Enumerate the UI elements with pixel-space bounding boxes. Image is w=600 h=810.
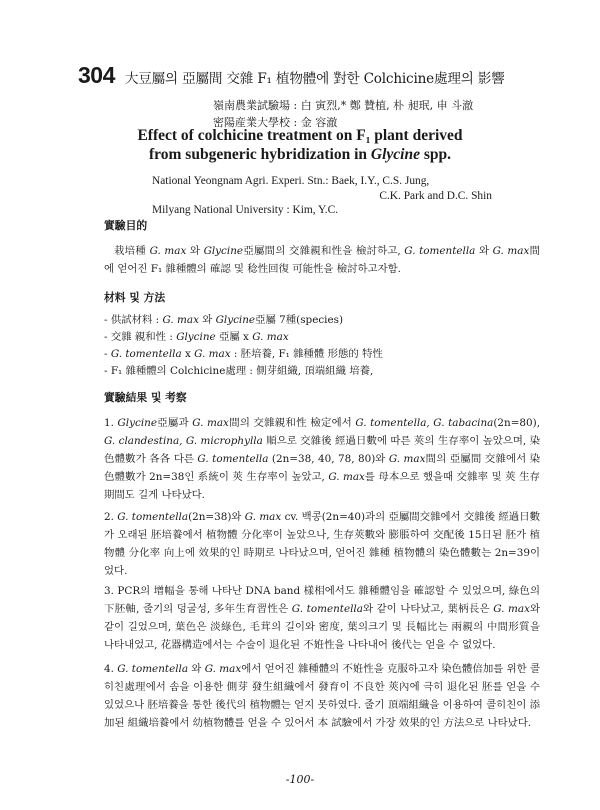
results-paragraph-3: [104, 582, 540, 654]
korean-title: 大豆屬의 亞屬間 交雜 F₁ 植物體에 對한 Colchicine處理의 影響: [124, 71, 505, 87]
text: 間의 亞屬間 交雜에서 染色體數가 2n=38인 系統이 莢 生存率이 높았고,: [104, 453, 540, 483]
affiliation-line: National Yeongnam Agri. Experi. Stn.: Baek, I.Y., C.S. Jung,: [152, 175, 430, 187]
paper-number: 304: [78, 62, 115, 88]
species-name: G. max: [493, 603, 530, 615]
text: 亞屬間의 交雜親和性을 檢討하고,: [243, 245, 405, 257]
methods-item: [104, 312, 540, 329]
text: 亞屬과: [156, 417, 193, 429]
text: (2n=38)와: [188, 511, 245, 523]
text: - 交雜 親和性 :: [104, 331, 177, 343]
section-heading-methods: 材料 및 方法: [104, 291, 166, 304]
text: 栽培種: [114, 245, 150, 257]
species-name: Glycine: [176, 331, 216, 343]
methods-item: [104, 329, 540, 346]
species-name: G. tomentella: [117, 663, 189, 675]
text: 3. PCR의 增幅을 통해 나타난 DNA band 樣相에서도 雜種體임을 確認할 수 있었으며, 綠色의 下胚軸, 줄기의 덩굴성, 多年生育習性은: [104, 585, 540, 615]
objective-paragraph: [104, 242, 540, 278]
species-name: Glycine: [203, 245, 244, 257]
text: 와: [186, 245, 204, 257]
text: 間의 交雜親和性 檢定에서: [228, 417, 356, 429]
text: 와: [475, 245, 493, 257]
title-genus: Glycine: [370, 145, 420, 163]
text: 와: [198, 314, 216, 326]
text: : 胚培養, F₁ 雜種體 形態的 特性: [230, 348, 383, 360]
species-name: G. max: [244, 511, 282, 523]
text: 亞屬 x: [215, 331, 253, 343]
korean-authors-line: 嶺南農業試驗場 : 白 寅烈,* 鄭 贊植, 朴 昶珉, 申 斗澈: [213, 99, 474, 112]
text: 間에 얻어진 F₁ 雜種體의 確認 및 稔性回復 可能性을 檢討하고자함.: [104, 245, 540, 275]
species-name: G. tomentella: [404, 245, 476, 257]
species-name: G. max: [149, 245, 187, 257]
english-affiliations: [152, 174, 492, 218]
text: 順으로 交雜後 經過日數에 따른 莢의 生存率이 높았으며, 染色體數가 各各 다른: [104, 435, 540, 465]
text: 2.: [104, 511, 118, 523]
title-row: [78, 62, 538, 89]
section-heading-objective: 實驗目的: [104, 219, 148, 232]
affiliation-line: C.K. Park and D.C. Shin: [379, 189, 492, 202]
text: - 供試材料 :: [104, 314, 163, 326]
species-name: G. max: [388, 453, 426, 465]
species-name: G. tomentella: [110, 348, 182, 360]
species-name: G. tomentella: [117, 511, 189, 523]
species-name: G. max: [192, 417, 229, 429]
text: -: [104, 348, 111, 360]
results-paragraph-1: [104, 414, 540, 504]
text: 亞屬 7種(species): [255, 314, 344, 326]
text: (2n=38, 40, 78, 80)와: [268, 453, 389, 465]
text: - F₁ 雜種體의 Colchicine處理 : 側芽組織, 頂端組織 培養,: [104, 365, 374, 377]
korean-authors-line: 密陽産業大學校 : 金 容澈: [213, 116, 338, 129]
methods-item: [104, 346, 540, 363]
title-text: from subgeneric hybridization in: [149, 145, 371, 163]
species-name: G. max: [492, 245, 530, 257]
text: x: [181, 348, 195, 360]
species-name: G. tomentella: [197, 453, 269, 465]
methods-item: [104, 363, 540, 380]
species-name: Glycine: [117, 417, 157, 429]
text: 와 같이 길었으며, 葉色은 淡綠色, 毛茸의 길이와 密度, 葉의크기 및 長幅比는 兩親의 中間形質을 나타내었고, 花器構造에서는 수술이 退化된 不姙性을 나타내어 後代는 얻을 수 없었다.: [104, 603, 541, 651]
text: 에서 얻어진 雜種體의 不姙性을 克服하고자 染色體倍加를 위한 콜히친處理에서 솜을 이용한 側芽 發生組織에서 發育이 不良한 莢內에 극히 退化된 胚를 얻을 수 있었으나 胚培養을 통한 後代의 植物體는 얻지 못하였다. 줄기 頂端組織을 이용하여 콜히친이 添加된 組織培養에서 幼植物體를 얻을 수 있어서 本 試驗에서 가장 效果的인 方法으로 나타났다.: [104, 663, 541, 729]
results-paragraph-2: [104, 508, 540, 580]
species-name: G. max: [252, 331, 289, 343]
text: cv. 백콩(2n=40)과의 亞屬間交雜에서 交雜後 經過日數가 오래된 胚培養에서 植物體 分化率이 높았으나, 生存莢數와 膨脹하여 交配後 15日된 胚가 植物體 分化率 向上에 效果的인 時期로 나타났으며, 얻어진 雜種 植物體의 染色體數는 2n=39이었다.: [104, 511, 540, 577]
english-title: [0, 127, 600, 164]
affiliation-line: Milyang National University : Kim, Y.C.: [152, 204, 339, 216]
species-name: G. max: [194, 348, 231, 360]
species-name: G. tomentella, G. tabacina: [355, 417, 494, 429]
species-name: Glycine: [215, 314, 256, 326]
text: 와 같이 나타났고, 葉柄長은: [362, 603, 494, 615]
text: 1.: [104, 417, 118, 429]
results-paragraph-4: [104, 660, 540, 732]
section-heading-results: 實驗結果 및 考察: [104, 391, 187, 404]
text: 를 母本으로 했을때 交雜率 및 莢 生存期間도 길게 나타났다.: [104, 471, 540, 501]
species-name: G. tomentella: [291, 603, 363, 615]
english-title-line: Effect of colchicine treatment on F₁ plant derived: [137, 127, 463, 144]
korean-authors: [213, 97, 473, 131]
english-title-line: [0, 146, 600, 165]
text: 4.: [104, 663, 118, 675]
species-name: G. max: [204, 663, 242, 675]
text: (2n=80),: [493, 417, 541, 429]
text: 와: [188, 663, 205, 675]
species-name: G. max: [162, 314, 199, 326]
title-text: spp.: [419, 145, 451, 163]
page-number: -100-: [285, 773, 315, 786]
species-name: G. max: [328, 471, 365, 483]
species-name: G. clandestina, G. microphylla: [104, 435, 263, 447]
methods-list: [104, 312, 540, 380]
